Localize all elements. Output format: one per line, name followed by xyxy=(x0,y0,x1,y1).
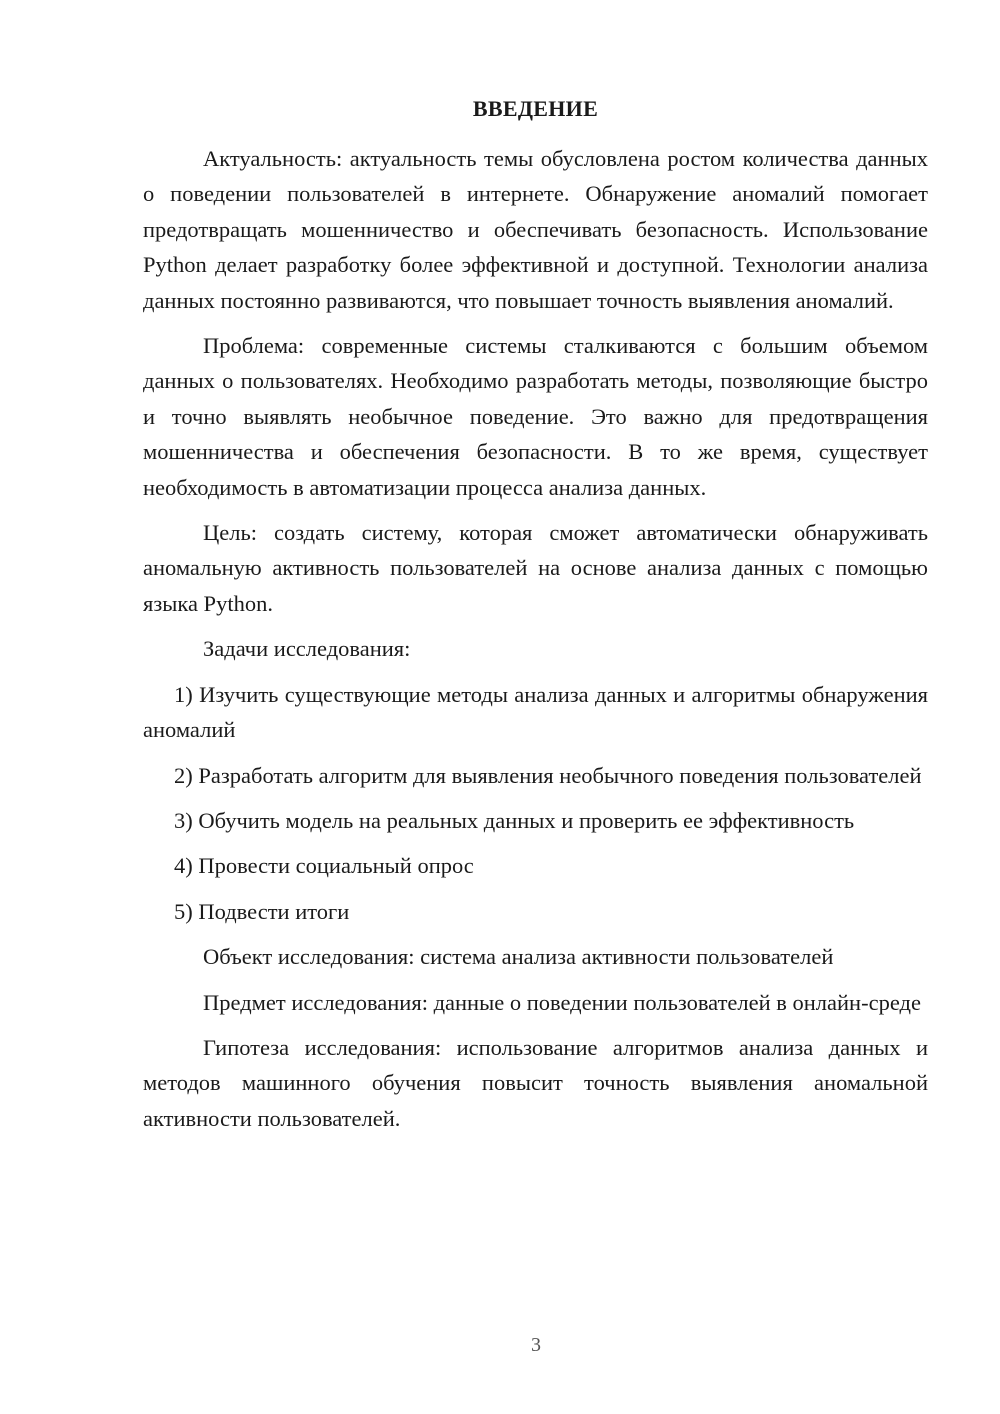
subject-paragraph: Предмет исследования: данные о поведении пользователей в онлайн-среде xyxy=(203,989,921,1015)
task-item: 5) Подвести итоги xyxy=(174,898,350,924)
goal-paragraph: Цель: создать систему, которая сможет автоматически обнаруживать аномальную активность пользователей на основе анализа данных с помощью языка Python. xyxy=(143,520,928,616)
page-title: ВВЕДЕНИЕ xyxy=(472,96,599,121)
task-item: 4) Провести социальный опрос xyxy=(174,853,474,879)
problem-paragraph: Проблема: современные системы сталкиваются с большим объемом данных о пользователях. Необходимо разработать методы, позволяющие быстро и точно выявлять необычное поведение. Это важно для предотвращения мошенничества и обеспечения безопасности. В то же время, существует необходимость в автоматизации процесса анализа данных. xyxy=(143,333,928,500)
tasks-heading: Задачи исследования: xyxy=(203,636,411,662)
relevance-paragraph: Актуальность: актуальность темы обусловлена ростом количества данных о поведении пользователей в интернете. Обнаружение аномалий помогает предотвращать мошенничество и обеспечивать безопасность. Использование Python делает разработку более эффективной и доступной. Технологии анализа данных постоянно развиваются, что повышает точность выявления аномалий. xyxy=(143,146,928,313)
task-item: 1) Изучить существующие методы анализа данных и алгоритмы обнаружения аномалий xyxy=(143,681,928,743)
document-body xyxy=(143,141,928,1146)
page-number: 3 xyxy=(531,1334,541,1356)
task-item: 2) Разработать алгоритм для выявления необычного поведения пользователей xyxy=(174,762,922,788)
hypothesis-paragraph: Гипотеза исследования: использование алгоритмов анализа данных и методов машинного обучения повысит точность выявления аномальной активности пользователей. xyxy=(143,1034,928,1131)
task-item: 3) Обучить модель на реальных данных и проверить ее эффективность xyxy=(174,807,855,833)
object-paragraph: Объект исследования: система анализа активности пользователей xyxy=(203,944,834,970)
